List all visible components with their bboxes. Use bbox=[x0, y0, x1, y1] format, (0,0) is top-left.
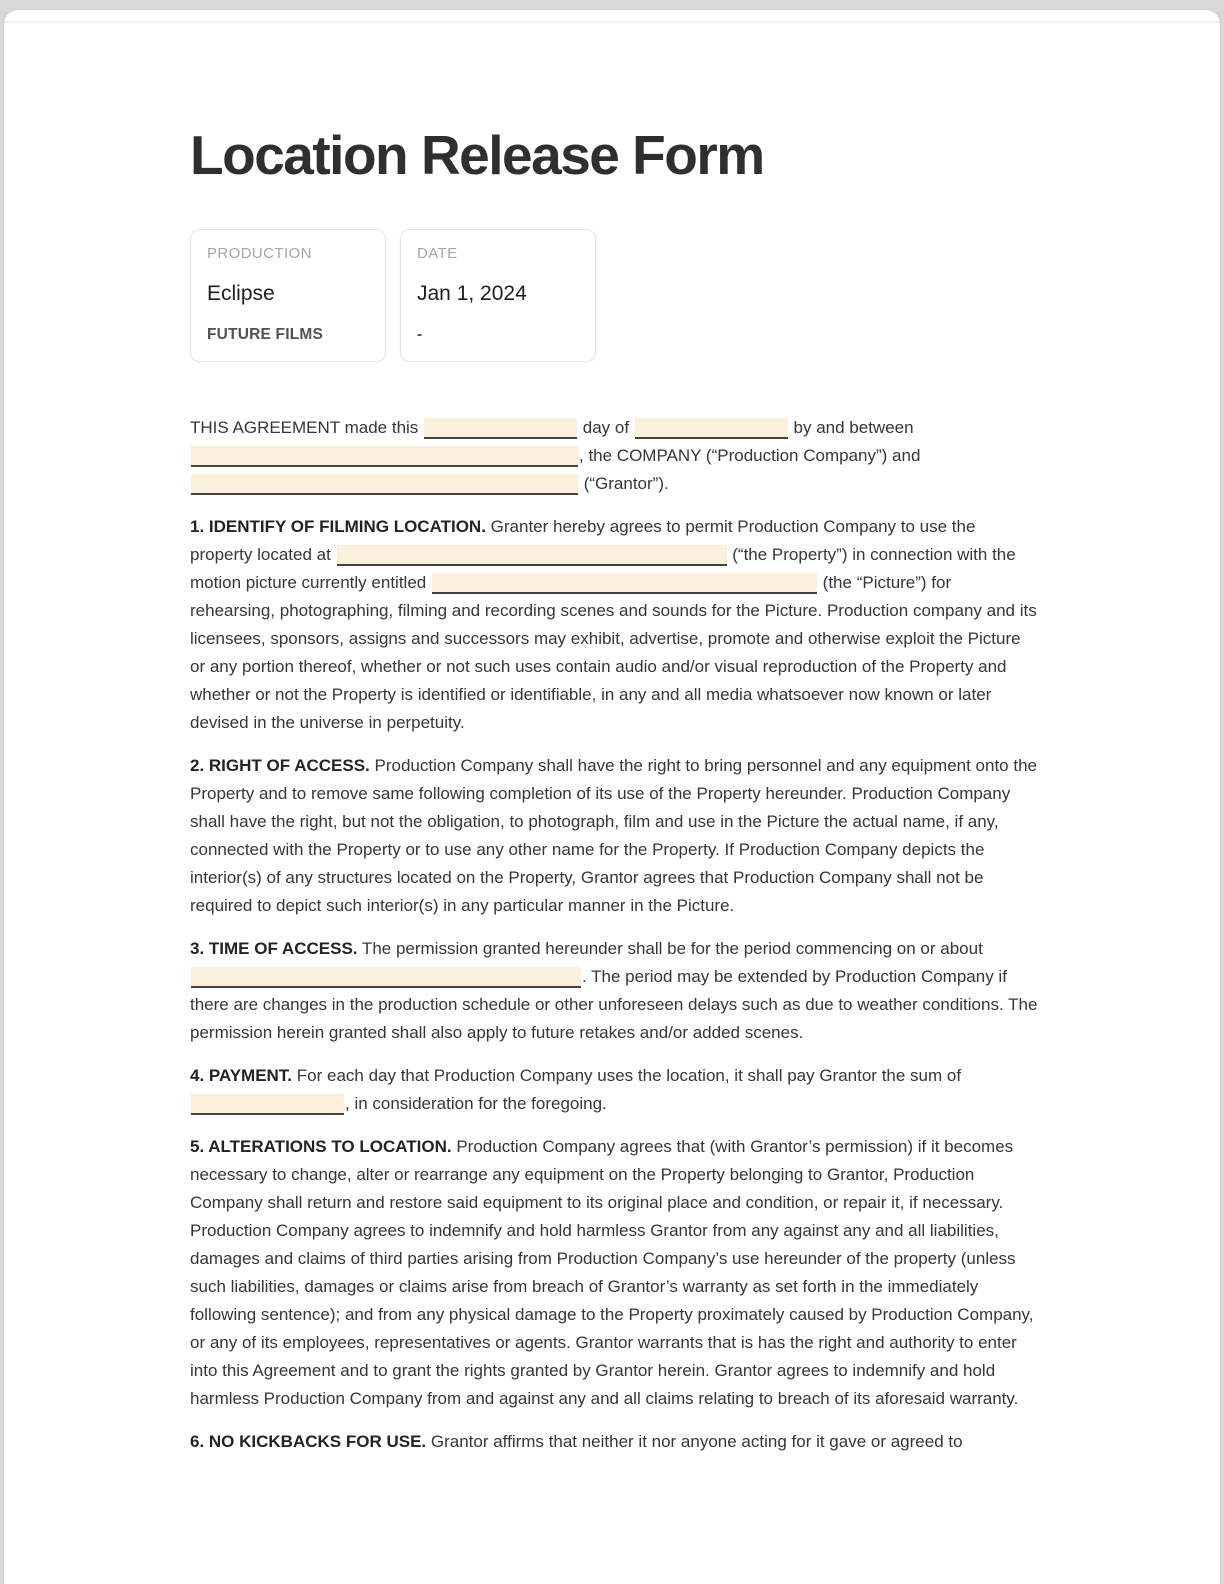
page-title: Location Release Form bbox=[190, 124, 764, 186]
production-company-name: FUTURE FILMS bbox=[207, 326, 324, 344]
section-heading: 3. TIME OF ACCESS. bbox=[190, 939, 358, 959]
date-label: DATE bbox=[417, 245, 458, 263]
document-content bbox=[4, 10, 1220, 1456]
dotted-divider bbox=[4, 21, 1220, 23]
blank-field[interactable] bbox=[191, 967, 581, 988]
paragraph: THIS AGREEMENT made this day of by and between , the COMPANY (“Production Company”) and (“Grantor”). bbox=[190, 418, 921, 494]
date-sub: - bbox=[417, 326, 423, 344]
document-sheet bbox=[4, 10, 1220, 1584]
paragraph: 3. TIME OF ACCESS. The permission granted hereunder shall be for the period commencing on or about . The period may be extended by Production Company if there are changes in the production schedule or other unforeseen delays such as due to weather conditions. The permission herein granted shall also apply to future retakes and/or added scenes. bbox=[190, 939, 1038, 1043]
paragraph: 4. PAYMENT. For each day that Production Company uses the location, it shall pay Grantor the sum of , in consideration for the foregoing. bbox=[190, 1066, 962, 1114]
paragraph: 2. RIGHT OF ACCESS. Production Company shall have the right to bring personnel and any equipment onto the Property and to remove same following completion of its use of the Property hereunder. Production Company shall have the right, but not the obligation, to photograph, film and use in the Picture the actual name, if any, connected with the Property or to use any other name for the Property. If Production Company depicts the interior(s) of any structures located on the Property, Grantor agrees that Production Company shall not be required to depict such interior(s) in any particular manner in the Picture. bbox=[190, 756, 1037, 916]
section-heading: 5. ALTERATIONS TO LOCATION. bbox=[190, 1137, 452, 1157]
section-heading: 6. NO KICKBACKS FOR USE. bbox=[190, 1432, 427, 1452]
meta-cards bbox=[190, 229, 1038, 362]
production-label: PRODUCTION bbox=[207, 245, 312, 263]
blank-field[interactable] bbox=[337, 545, 727, 566]
paragraph: 6. NO KICKBACKS FOR USE. Grantor affirms that neither it nor anyone acting for it gave or agreed to bbox=[190, 1432, 963, 1452]
blank-field[interactable] bbox=[424, 418, 577, 439]
date-value: Jan 1, 2024 bbox=[417, 282, 527, 306]
production-card[interactable] bbox=[190, 229, 386, 362]
document-body bbox=[190, 414, 1040, 1456]
section-heading: 1. IDENTIFY OF FILMING LOCATION. bbox=[190, 517, 486, 537]
blank-field[interactable] bbox=[191, 1094, 344, 1115]
production-value: Eclipse bbox=[207, 282, 275, 306]
blank-field[interactable] bbox=[191, 446, 578, 467]
section-heading: 4. PAYMENT. bbox=[190, 1066, 293, 1086]
blank-field[interactable] bbox=[432, 573, 817, 594]
blank-field[interactable] bbox=[191, 474, 578, 495]
date-card[interactable] bbox=[400, 229, 596, 362]
blank-field[interactable] bbox=[635, 418, 788, 439]
paragraph: 1. IDENTIFY OF FILMING LOCATION. Granter hereby agrees to permit Production Company to use the property located at (“the Property”) in connection with the motion picture currently entitled (the “Picture”) for rehearsing, photographing, filming and recording scenes and sounds for the Picture. Production company and its licensees, sponsors, assigns and successors may exhibit, advertise, promote and otherwise exploit the Picture or any portion thereof, whether or not such uses contain audio and/or visual reproduction of the Property and whether or not the Property is identified or identifiable, in any and all media whatsoever now known or later devised in the universe in perpetuity. bbox=[190, 517, 1037, 733]
section-heading: 2. RIGHT OF ACCESS. bbox=[190, 756, 370, 776]
paragraph: 5. ALTERATIONS TO LOCATION. Production Company agrees that (with Grantor’s permission) if it becomes necessary to change, alter or rearrange any equipment on the Property belonging to Grantor, Production Company shall return and restore said equipment to its original place and condition, or repair it, if necessary. Production Company agrees to indemnify and hold harmless Grantor from any against any and all liabilities, damages and claims of third parties arising from Production Company’s use hereunder of the property (unless such liabilities, damages or claims arise from breach of Grantor’s warranty as set forth in the immediately following sentence); and from any physical damage to the Property proximately caused by Production Company, or any of its employees, representatives or agents. Grantor warrants that is has the right and authority to enter into this Agreement and to grant the rights granted by Grantor herein. Grantor agrees to indemnify and hold harmless Production Company from and against any and all claims relating to breach of its aforesaid warranty. bbox=[190, 1137, 1034, 1409]
